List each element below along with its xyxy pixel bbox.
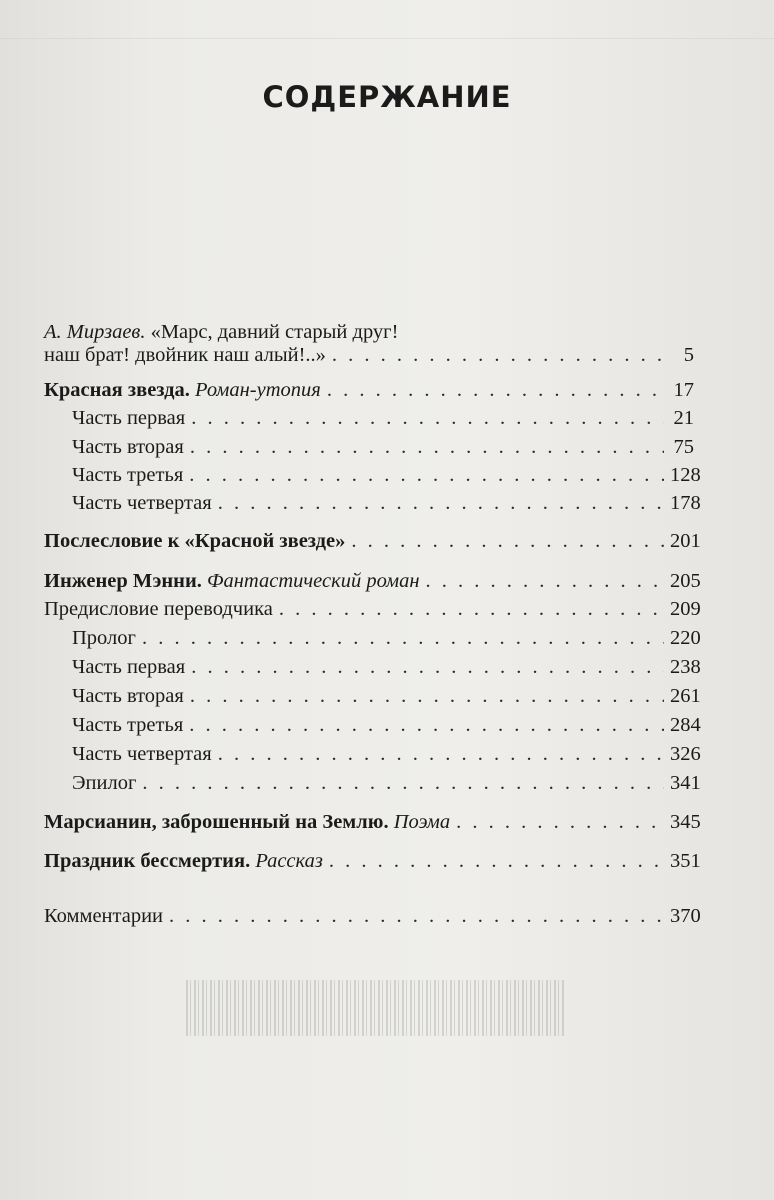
leader-dots	[426, 569, 664, 593]
toc-entry	[44, 569, 701, 593]
toc-page-number: 178	[670, 492, 701, 514]
toc-entry	[72, 406, 694, 430]
toc-entry	[72, 435, 694, 459]
toc-subtitle: Рассказ	[255, 850, 323, 872]
toc-entry	[44, 810, 701, 834]
barcode-bleedthrough	[186, 980, 566, 1036]
toc-page-number: 21	[673, 407, 694, 429]
leader-dots	[218, 491, 664, 515]
toc-page-number: 370	[670, 905, 701, 927]
toc-title: Часть первая	[72, 656, 186, 678]
leader-dots	[190, 435, 664, 459]
toc-title: Часть вторая	[72, 685, 184, 707]
leader-dots	[191, 655, 664, 679]
toc-title: Инженер Мэнни.	[44, 570, 202, 592]
running-head-bleedthrough	[0, 8, 774, 39]
leader-dots	[279, 597, 664, 621]
toc-entry	[72, 742, 701, 766]
toc-page-number: 5	[683, 344, 694, 366]
toc-page-number: 209	[670, 598, 701, 620]
leader-dots	[169, 904, 664, 928]
toc-title: Красная звезда.	[44, 379, 190, 401]
leader-dots	[189, 713, 664, 737]
toc-page-number: 261	[670, 685, 701, 707]
leader-dots	[332, 343, 664, 367]
toc-entry	[72, 626, 701, 650]
toc-entry	[72, 684, 701, 708]
toc-entry	[72, 463, 701, 487]
toc-title: Комментарии	[44, 905, 164, 927]
toc-title: Марсианин, заброшенный на Землю.	[44, 811, 389, 833]
leader-dots	[191, 406, 664, 430]
toc-page-number: 220	[670, 627, 701, 649]
leader-dots	[218, 742, 664, 766]
toc-title: Эпилог	[72, 772, 137, 794]
toc-page-number: 75	[673, 436, 694, 458]
leader-dots	[142, 771, 664, 795]
toc-entry	[44, 597, 701, 621]
toc-title: «Марс, давний старый друг!	[150, 321, 399, 343]
toc-entry	[72, 713, 701, 737]
leader-dots	[142, 626, 664, 650]
page-title: СОДЕРЖАНИЕ	[262, 80, 512, 114]
leader-dots	[329, 849, 664, 873]
toc-title: Праздник бессмертия.	[44, 850, 251, 872]
toc-entry	[72, 491, 701, 515]
toc-page-number: 205	[670, 570, 701, 592]
leader-dots	[327, 378, 664, 402]
toc-entry	[44, 904, 701, 928]
toc-subtitle: Поэма	[393, 811, 451, 833]
toc-title: Часть третья	[72, 714, 184, 736]
toc-title: Часть четвертая	[72, 492, 212, 514]
toc-page-number: 345	[670, 811, 701, 833]
toc-title: наш брат! двойник наш алый!..»	[44, 344, 326, 366]
toc-page-number: 201	[670, 530, 701, 552]
toc-title: Часть третья	[72, 464, 184, 486]
toc-title: Предисловие переводчика	[44, 598, 273, 620]
toc-subtitle: Фантастический роман	[207, 570, 420, 592]
toc-subtitle: Роман-утопия	[195, 379, 321, 401]
toc-title: Послесловие к «Красной звезде»	[44, 530, 346, 552]
toc-page-number: 284	[670, 714, 701, 736]
toc-page-number: 351	[670, 850, 701, 872]
toc-entry	[44, 343, 694, 367]
toc-title: Часть четвертая	[72, 743, 212, 765]
toc-page-number: 326	[670, 743, 701, 765]
toc-title: Пролог	[72, 627, 136, 649]
toc-page-number: 17	[673, 379, 694, 401]
toc-page-number: 128	[670, 464, 701, 486]
toc-entry	[44, 849, 701, 873]
leader-dots	[190, 684, 664, 708]
toc-page-number: 341	[670, 772, 701, 794]
toc-page-number: 238	[670, 656, 701, 678]
leader-dots	[456, 810, 664, 834]
toc-entry	[72, 771, 701, 795]
leader-dots	[351, 529, 664, 553]
leader-dots	[189, 463, 664, 487]
toc-entry	[44, 378, 694, 402]
toc-title: Часть первая	[72, 407, 186, 429]
toc-entry	[72, 655, 701, 679]
toc-entry	[44, 529, 701, 553]
toc-entry-mirzaev-line1	[44, 320, 398, 344]
toc-author: А. Мирзаев.	[44, 321, 146, 343]
toc-title: Часть вторая	[72, 436, 184, 458]
